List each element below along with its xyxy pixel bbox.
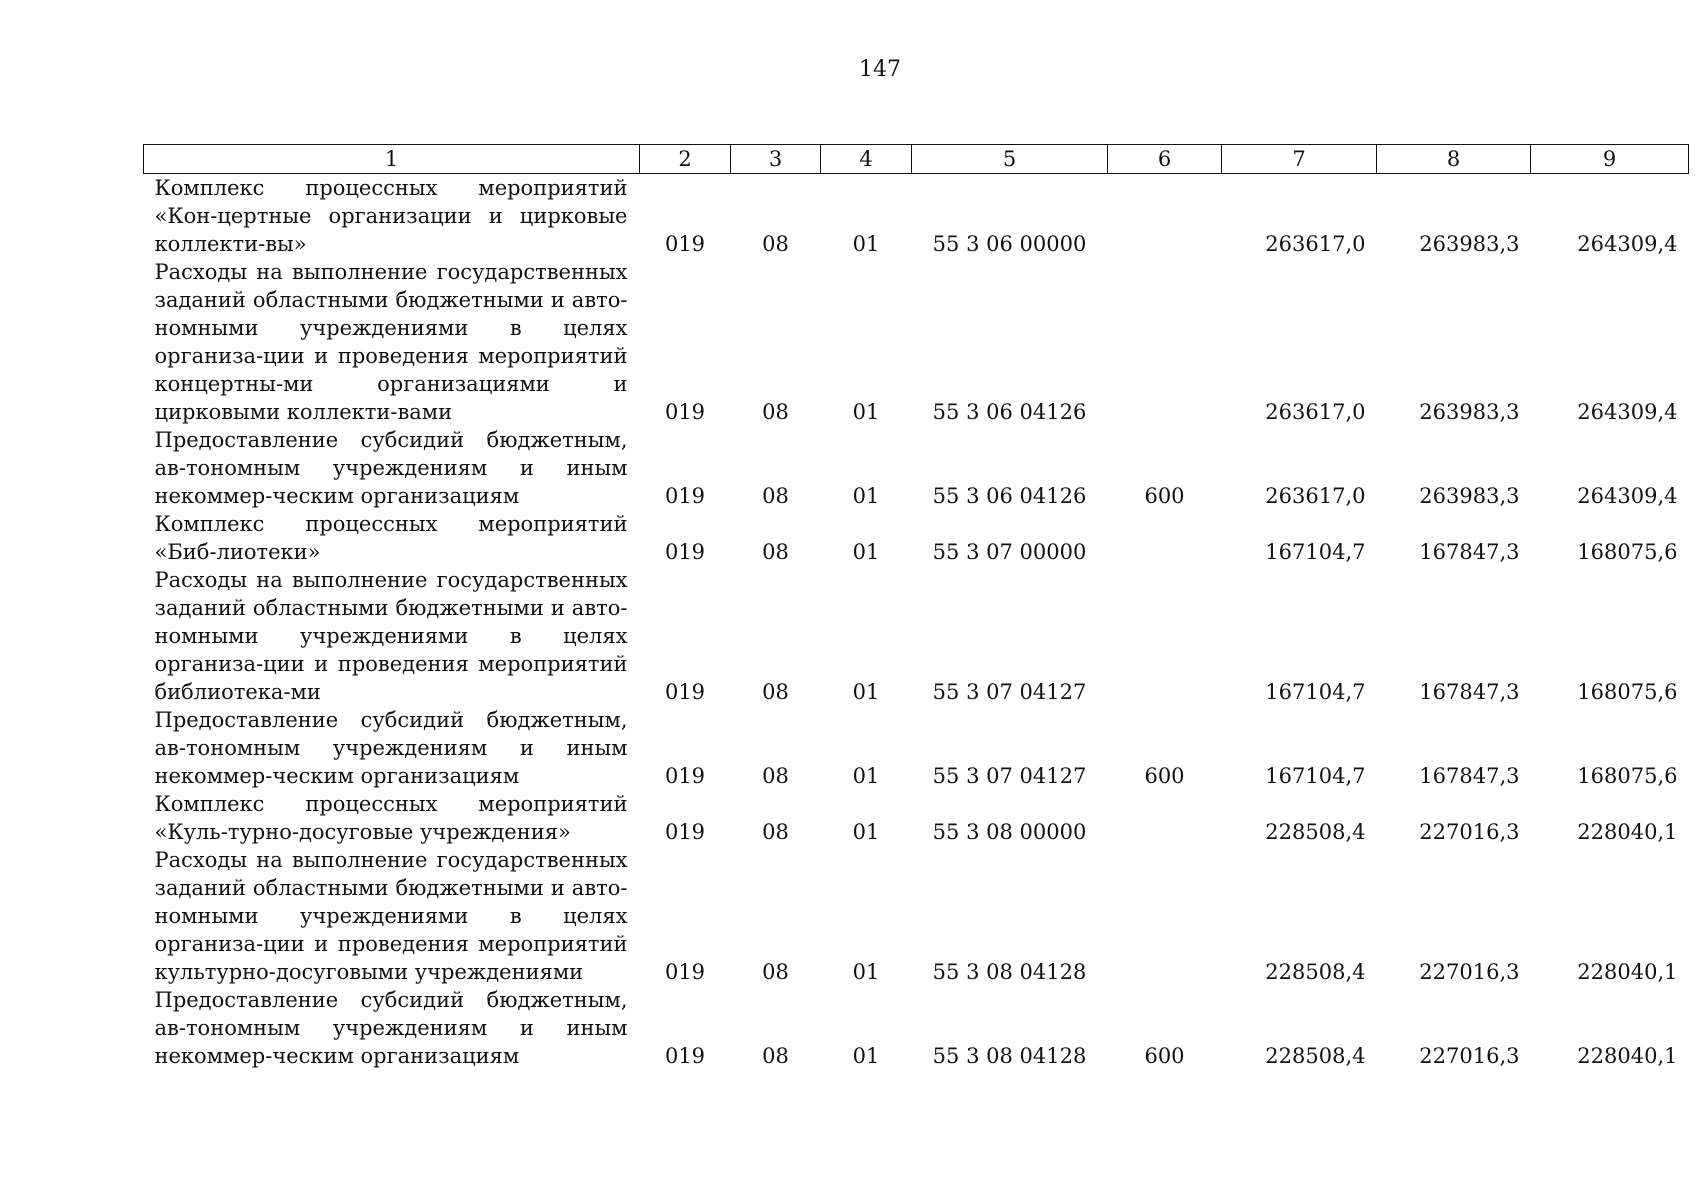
header-col-3: 3	[731, 145, 821, 174]
row-col-4: 01	[852, 400, 880, 424]
header-col-5: 5	[912, 145, 1108, 174]
row-col-3: 08	[762, 960, 789, 984]
row-col-4: 01	[852, 540, 880, 564]
table-row	[144, 706, 1689, 790]
row-col-8: 227016,3	[1419, 960, 1520, 984]
row-col-2: 019	[664, 400, 706, 424]
row-col-2: 019	[664, 540, 706, 564]
row-col-4: 01	[852, 484, 880, 508]
table-row	[144, 258, 1689, 426]
table-row	[144, 846, 1689, 986]
page-number: 147	[859, 57, 901, 82]
row-col-8: 263983,3	[1419, 484, 1520, 508]
row-name: Предоставление субсидий бюджетным, ав-тономным учреждениям и иным некоммер-ческим организациям	[154, 708, 628, 788]
row-col-4: 01	[852, 820, 880, 844]
row-col-5: 55 3 08 00000	[932, 820, 1087, 844]
row-col-5: 55 3 06 04126	[932, 484, 1087, 508]
header-col-7: 7	[1222, 145, 1377, 174]
row-col-2: 019	[664, 232, 706, 256]
row-col-2: 019	[664, 680, 706, 704]
row-col-7: 228508,4	[1265, 960, 1366, 984]
row-col-7: 167104,7	[1265, 540, 1366, 564]
row-col-7: 228508,4	[1265, 1044, 1366, 1068]
header-col-8: 8	[1377, 145, 1531, 174]
row-col-6: 600	[1144, 1044, 1185, 1068]
row-col-8: 263983,3	[1419, 232, 1520, 256]
table-row	[144, 510, 1689, 566]
row-col-2: 019	[664, 1044, 706, 1068]
row-name: Предоставление субсидий бюджетным, ав-тономным учреждениям и иным некоммер-ческим организациям	[154, 988, 628, 1068]
row-col-3: 08	[762, 680, 789, 704]
row-col-4: 01	[852, 960, 880, 984]
row-col-3: 08	[762, 540, 789, 564]
row-col-7: 167104,7	[1265, 764, 1366, 788]
row-col-7: 263617,0	[1265, 232, 1366, 256]
row-name: Комплекс процессных мероприятий «Биб-лиотеки»	[154, 512, 628, 564]
row-col-8: 263983,3	[1419, 400, 1520, 424]
row-col-3: 08	[762, 232, 789, 256]
row-col-5: 55 3 06 00000	[932, 232, 1087, 256]
row-col-8: 227016,3	[1419, 1044, 1520, 1068]
row-col-2: 019	[664, 484, 706, 508]
row-col-3: 08	[762, 400, 789, 424]
row-col-9: 264309,4	[1577, 484, 1678, 508]
row-col-9: 264309,4	[1577, 232, 1678, 256]
row-col-2: 019	[664, 960, 706, 984]
row-col-5: 55 3 08 04128	[932, 960, 1087, 984]
table-row	[144, 566, 1689, 706]
row-col-8: 167847,3	[1419, 680, 1520, 704]
row-col-9: 228040,1	[1577, 1044, 1678, 1068]
row-col-9: 228040,1	[1577, 960, 1678, 984]
row-col-8: 167847,3	[1419, 540, 1520, 564]
row-col-2: 019	[664, 764, 706, 788]
row-col-6: 600	[1144, 484, 1185, 508]
row-col-6	[1108, 790, 1222, 846]
table-header	[144, 145, 1689, 174]
row-col-4: 01	[852, 1044, 880, 1068]
header-col-2: 2	[640, 145, 731, 174]
row-col-5: 55 3 07 04127	[932, 680, 1087, 704]
table-row	[144, 986, 1689, 1070]
header-col-4: 4	[821, 145, 912, 174]
row-name: Комплекс процессных мероприятий «Куль-турно-досуговые учреждения»	[154, 792, 628, 844]
row-name: Комплекс процессных мероприятий «Кон-цертные организации и цирковые коллекти-вы»	[154, 176, 628, 256]
row-name: Предоставление субсидий бюджетным, ав-тономным учреждениям и иным некоммер-ческим организациям	[154, 428, 628, 508]
row-col-4: 01	[852, 232, 880, 256]
table-body	[144, 174, 1689, 1071]
row-col-7: 167104,7	[1265, 680, 1366, 704]
row-col-6	[1108, 846, 1222, 986]
row-col-5: 55 3 06 04126	[932, 400, 1087, 424]
table-row	[144, 426, 1689, 510]
header-col-1: 1	[144, 145, 640, 174]
row-col-9: 168075,6	[1577, 540, 1678, 564]
row-name: Расходы на выполнение государственных заданий областными бюджетными и авто-номными учреждениями в целях организа-ции и проведения мероприятий концертны-ми организациями и цирковыми коллекти-вами	[154, 260, 628, 424]
row-col-6: 600	[1144, 764, 1185, 788]
table-row	[144, 790, 1689, 846]
row-name: Расходы на выполнение государственных заданий областными бюджетными и авто-номными учреждениями в целях организа-ции и проведения мероприятий культурно-досуговыми учреждениями	[154, 848, 628, 984]
table-row	[144, 174, 1689, 259]
row-col-9: 168075,6	[1577, 764, 1678, 788]
row-col-8: 227016,3	[1419, 820, 1520, 844]
row-col-3: 08	[762, 820, 789, 844]
row-col-7: 263617,0	[1265, 400, 1366, 424]
row-col-7: 263617,0	[1265, 484, 1366, 508]
row-col-9: 264309,4	[1577, 400, 1678, 424]
row-col-5: 55 3 08 04128	[932, 1044, 1087, 1068]
row-col-4: 01	[852, 680, 880, 704]
header-row	[144, 145, 1689, 174]
budget-table	[143, 144, 1689, 1070]
row-col-7: 228508,4	[1265, 820, 1366, 844]
row-col-9: 228040,1	[1577, 820, 1678, 844]
row-col-3: 08	[762, 484, 789, 508]
row-col-2: 019	[664, 820, 706, 844]
row-col-8: 167847,3	[1419, 764, 1520, 788]
row-col-4: 01	[852, 764, 880, 788]
header-col-9: 9	[1531, 145, 1689, 174]
row-col-6	[1108, 174, 1222, 259]
row-col-5: 55 3 07 04127	[932, 764, 1087, 788]
row-col-6	[1108, 258, 1222, 426]
row-col-6	[1108, 510, 1222, 566]
row-col-3: 08	[762, 764, 789, 788]
header-col-6: 6	[1108, 145, 1222, 174]
row-name: Расходы на выполнение государственных заданий областными бюджетными и авто-номными учреждениями в целях организа-ции и проведения мероприятий библиотека-ми	[154, 568, 628, 704]
row-col-5: 55 3 07 00000	[932, 540, 1087, 564]
row-col-9: 168075,6	[1577, 680, 1678, 704]
row-col-6	[1108, 566, 1222, 706]
row-col-3: 08	[762, 1044, 789, 1068]
